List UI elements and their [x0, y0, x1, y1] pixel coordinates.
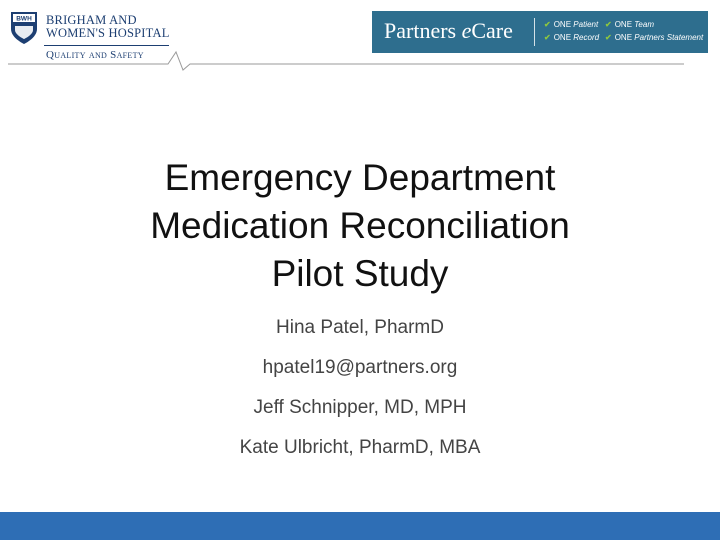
- slide-subtitle: [60, 308, 660, 468]
- banner-separator: [534, 18, 535, 46]
- author-email: hpatel19@partners.org: [262, 357, 458, 378]
- slide-title-line-1: Emergency Department: [164, 157, 556, 198]
- banner-item-patient: ✔ ONE Patient: [544, 20, 599, 29]
- banner-item-partners-statement: ✔ ONE Partners Statement: [605, 33, 704, 42]
- check-icon: ✔: [544, 20, 551, 29]
- author-line: Kate Ulbricht, PharmD, MBA: [239, 437, 481, 458]
- slide-title: [60, 154, 660, 298]
- partners-ecare-title: Partners eCare: [384, 18, 513, 43]
- partners-ecare-banner: [372, 11, 708, 53]
- hospital-name-line-1: BRIGHAM AND: [46, 13, 137, 27]
- check-icon: ✔: [544, 33, 551, 42]
- slide-title-line-2: Medication Reconciliation: [150, 205, 570, 246]
- author-line: Jeff Schnipper, MD, MPH: [253, 397, 467, 418]
- author-line: Hina Patel, PharmD: [276, 317, 444, 338]
- check-icon: ✔: [605, 20, 612, 29]
- check-icon: ✔: [605, 33, 612, 42]
- banner-item-record: ✔ ONE Record: [544, 33, 600, 42]
- slide-title-line-3: Pilot Study: [271, 253, 449, 294]
- hospital-subtitle: Quality and Safety: [46, 49, 144, 61]
- shield-text: BWH: [16, 15, 32, 23]
- footer-bar: [0, 512, 720, 540]
- hospital-name-line-2: WOMEN'S HOSPITAL: [46, 26, 170, 40]
- hospital-name: [46, 14, 170, 40]
- banner-item-team: ✔ ONE Team: [605, 20, 654, 29]
